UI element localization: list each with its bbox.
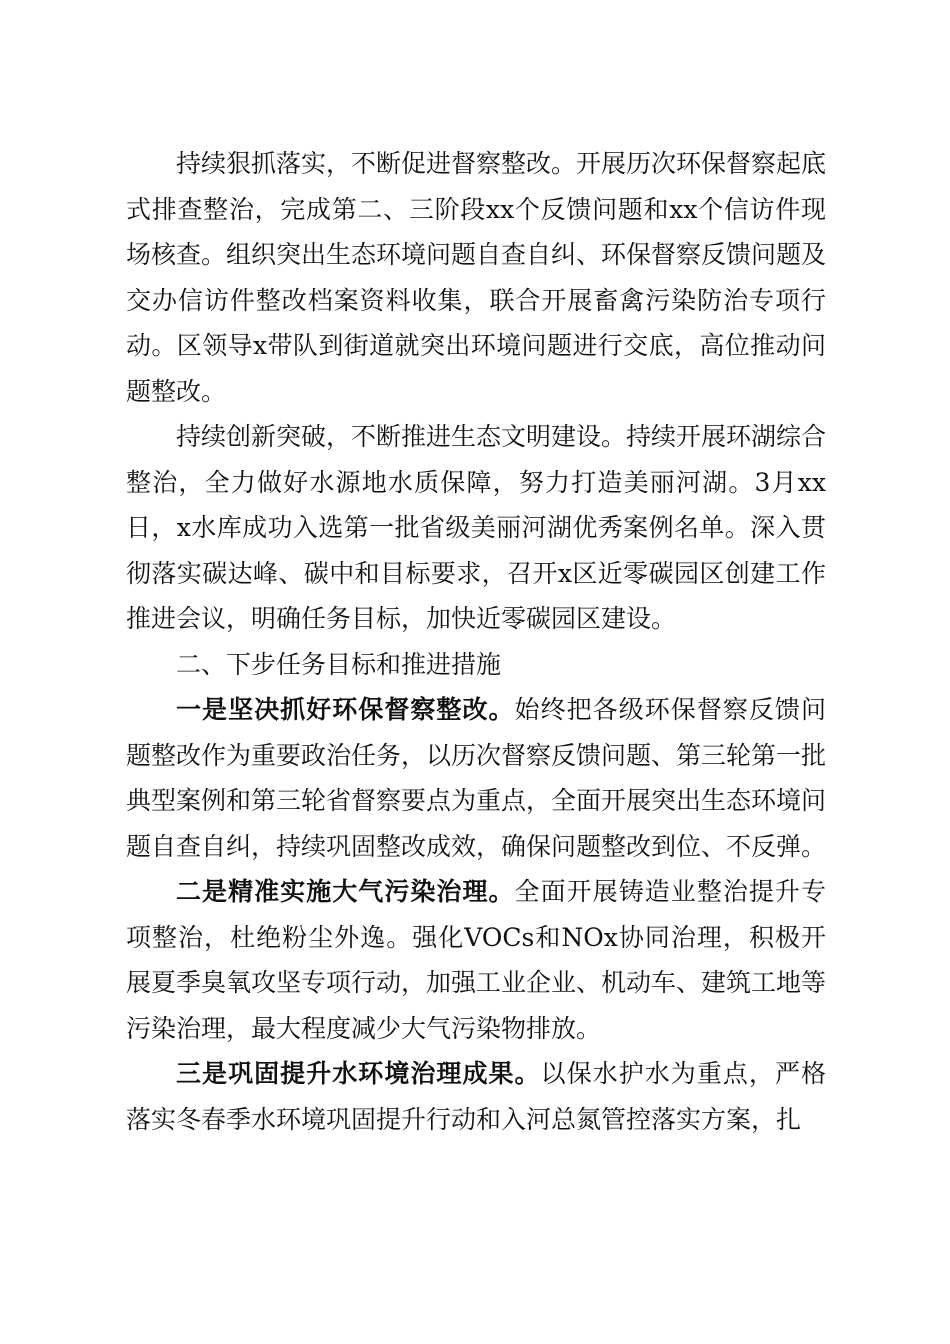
section-heading: 二、下步任务目标和推进措施	[176, 649, 502, 679]
measure-text: 全面开展铸造业整治提升专项整治，杜绝粉尘外逸。强化VOCs和NOx协同治理，积极开展夏季臭氧攻坚专项行动，加强工业企业、机动车、建筑工地等污染治理，最大程度减少大气污染物排放。	[126, 877, 827, 1043]
paragraph-text: 持续创新突破，不断推进生态文明建设。持续开展环湖综合整治，全力做好水源地水质保障，努力打造美丽河湖。3月xx日，x水库成功入选第一批省级美丽河湖优秀案例名单。深入贯彻落实碳达峰、碳中和目标要求，召开x区近零碳园区创建工作推进会议，明确任务目标，加快近零碳园区建设。	[126, 422, 827, 633]
measure-text: 始终把各级环保督察反馈问题整改作为重要政治任务，以历次督察反馈问题、第三轮第一批典型案例和第三轮省督察要点为重点，全面开展突出生态环境问题自查自纠，持续巩固整改成效，确保问题整改到位、不反弹。	[126, 695, 827, 861]
measure-lead: 二是精准实施大气污染治理。	[176, 877, 515, 906]
document-body	[126, 141, 826, 1142]
measure-paragraph-3	[126, 1051, 826, 1142]
measure-lead: 三是巩固提升水环境治理成果。	[176, 1059, 541, 1088]
measure-text: 以保水护水为重点，严格落实冬春季水环境巩固提升行动和入河总氮管控落实方案，扎	[126, 1059, 826, 1134]
measure-paragraph-1	[126, 687, 826, 869]
paragraph-text: 持续狠抓落实，不断促进督察整改。开展历次环保督察起底式排查整治，完成第二、三阶段xx个反馈问题和xx个信访件现场核查。组织突出生态环境问题自查自纠、环保督察反馈问题及交办信访件整改档案资料收集，联合开展畜禽污染防治专项行动。区领导x带队到街道就突出环境问题进行交底，高位推动问题整改。	[126, 149, 827, 406]
measure-lead: 一是坚决抓好环保督察整改。	[176, 695, 515, 724]
paragraph-supervision-rectification	[126, 141, 826, 414]
measure-paragraph-2	[126, 869, 826, 1051]
paragraph-ecological-civilization	[126, 414, 826, 642]
